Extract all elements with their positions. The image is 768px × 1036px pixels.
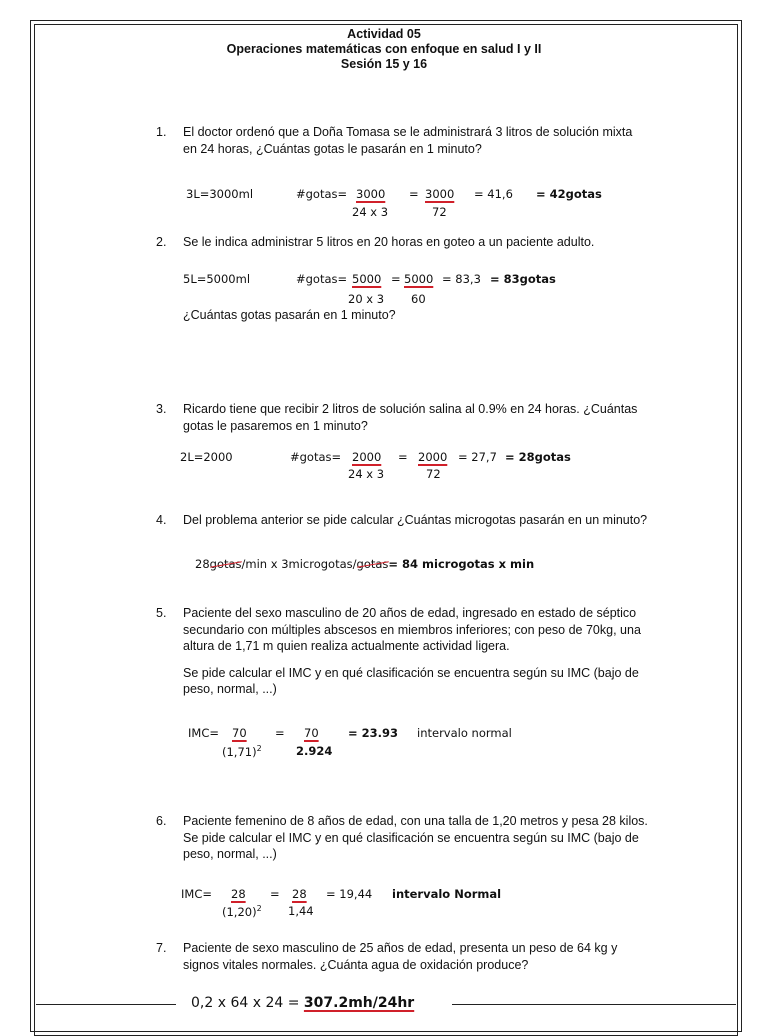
question-text-line: Paciente femenino de 8 años de edad, con una talla de 1,20 metros y pesa 28 kilos.	[183, 814, 648, 828]
final-result: = 83gotas	[490, 272, 556, 286]
question-text-line: El doctor ordenó que a Doña Tomasa se le administrará 3 litros de solución mixta	[183, 125, 633, 139]
exponent: 2	[256, 904, 262, 913]
denominator-base: (1,71)	[222, 744, 257, 759]
final-result: = 28gotas	[505, 450, 571, 464]
question-text-line: Se le indica administrar 5 litros en 20 horas en goteo a un paciente adulto.	[183, 235, 595, 249]
cancelled-unit: gotas	[209, 557, 242, 571]
answer-7-formula: 0,2 x 64 x 24 =	[191, 995, 300, 1011]
final-result: = 42gotas	[536, 187, 602, 201]
denominator	[222, 904, 262, 919]
answer-7-result: 307.2mh/24hr	[303, 995, 415, 1011]
answer-4-result: = 84 microgotas x min	[388, 557, 535, 571]
bottom-rule-right	[452, 1004, 736, 1005]
numerator: 70	[304, 726, 319, 740]
numerator: 5000	[352, 272, 382, 286]
question-text-line: gotas le pasaremos en 1 minuto?	[183, 418, 368, 433]
bottom-rule-left	[36, 1004, 176, 1005]
conversion: 2L=2000	[180, 450, 233, 464]
question-number: 2.	[156, 235, 167, 249]
question-number: 4.	[156, 513, 167, 527]
question-text-line: Del problema anterior se pide calcular ¿Cuántas microgotas pasarán en un minuto?	[183, 513, 648, 527]
numerator: 70	[232, 726, 247, 740]
equals-sign: =	[270, 887, 280, 901]
denominator: 2.924	[296, 744, 333, 758]
question-number: 6.	[156, 814, 167, 828]
denominator: 24 x 3	[352, 205, 389, 219]
denominator: 20 x 3	[348, 292, 385, 306]
denominator: 24 x 3	[348, 467, 385, 481]
equals-sign: =	[409, 187, 419, 201]
question-text-line: Ricardo tiene que recibir 2 litros de solución salina al 0.9% en 24 horas. ¿Cuántas	[183, 402, 638, 416]
question-text-line: Paciente de sexo masculino de 25 años de edad, presenta un peso de 64 kg y	[183, 941, 618, 955]
numerator: 2000	[418, 450, 448, 464]
result: = 19,44	[326, 887, 373, 901]
equals-sign: =	[398, 450, 408, 464]
formula-label: #gotas=	[296, 187, 348, 201]
formula-label: #gotas=	[290, 450, 342, 464]
result: = 83,3	[442, 272, 481, 286]
exponent: 2	[256, 744, 262, 753]
denominator: 72	[432, 205, 447, 219]
denominator	[222, 744, 262, 759]
result: = 23.93	[348, 726, 399, 740]
denominator-base: (1,20)	[222, 904, 257, 919]
paragraph-gap	[183, 655, 656, 665]
activity-subtitle: Operaciones matemáticas con enfoque en salud I y II	[226, 42, 542, 56]
equals-sign: =	[275, 726, 285, 740]
activity-title: Actividad 05	[347, 27, 421, 41]
answer-4-part: /min x 3microgotas/	[241, 557, 357, 571]
question-number: 3.	[156, 402, 167, 416]
numerator: 2000	[352, 450, 382, 464]
question-text-line: signos vitales normales. ¿Cuánta agua de oxidación produce?	[183, 957, 529, 972]
conversion: 3L=3000ml	[186, 187, 254, 201]
conversion: 5L=5000ml	[183, 272, 251, 286]
numerator: 28	[231, 887, 246, 901]
denominator: 60	[411, 292, 426, 306]
question-text-line: ¿Cuántas gotas pasarán en 1 minuto?	[183, 308, 396, 322]
denominator: 1,44	[288, 904, 314, 918]
equals-sign: =	[391, 272, 401, 286]
numerator: 5000	[404, 272, 434, 286]
classification: intervalo normal	[417, 726, 512, 740]
question-text-line: peso, normal, ...)	[183, 847, 277, 861]
question-number: 1.	[156, 125, 167, 139]
question-text-line: Paciente del sexo masculino de 20 años de edad, ingresado en estado de séptico	[183, 606, 637, 620]
answer-4-part: 28	[195, 557, 210, 571]
formula-label: IMC=	[181, 887, 212, 901]
question-text-line: secundario con múltiples abscesos en miembros inferiores; con peso de 70kg, una	[183, 622, 641, 637]
formula-label: #gotas=	[296, 272, 348, 286]
numerator: 28	[292, 887, 307, 901]
question-number: 7.	[156, 941, 167, 955]
result: = 27,7	[458, 450, 497, 464]
question-number: 5.	[156, 606, 167, 620]
question-text-line: altura de 1,71 m quien realiza actualmente actividad ligera.	[183, 639, 510, 653]
cancelled-unit: gotas	[356, 557, 389, 571]
formula-label: IMC=	[188, 726, 219, 740]
session-label: Sesión 15 y 16	[340, 57, 428, 71]
numerator: 3000	[425, 187, 455, 201]
numerator: 3000	[356, 187, 386, 201]
question-text-line: en 24 horas, ¿Cuántas gotas le pasarán en 1 minuto?	[183, 141, 482, 156]
question-text-line: Se pide calcular el IMC y en qué clasificación se encuentra según su IMC (bajo de	[183, 665, 639, 680]
classification: intervalo Normal	[392, 887, 502, 901]
question-text-line: peso, normal, ...)	[183, 682, 277, 696]
page-border-inner	[34, 24, 738, 1036]
question-text-line: Se pide calcular el IMC y en qué clasificación se encuentra según su IMC (bajo de	[183, 830, 639, 845]
denominator: 72	[426, 467, 441, 481]
result: = 41,6	[474, 187, 513, 201]
answer-7	[191, 995, 414, 1011]
answer-4	[195, 557, 534, 571]
